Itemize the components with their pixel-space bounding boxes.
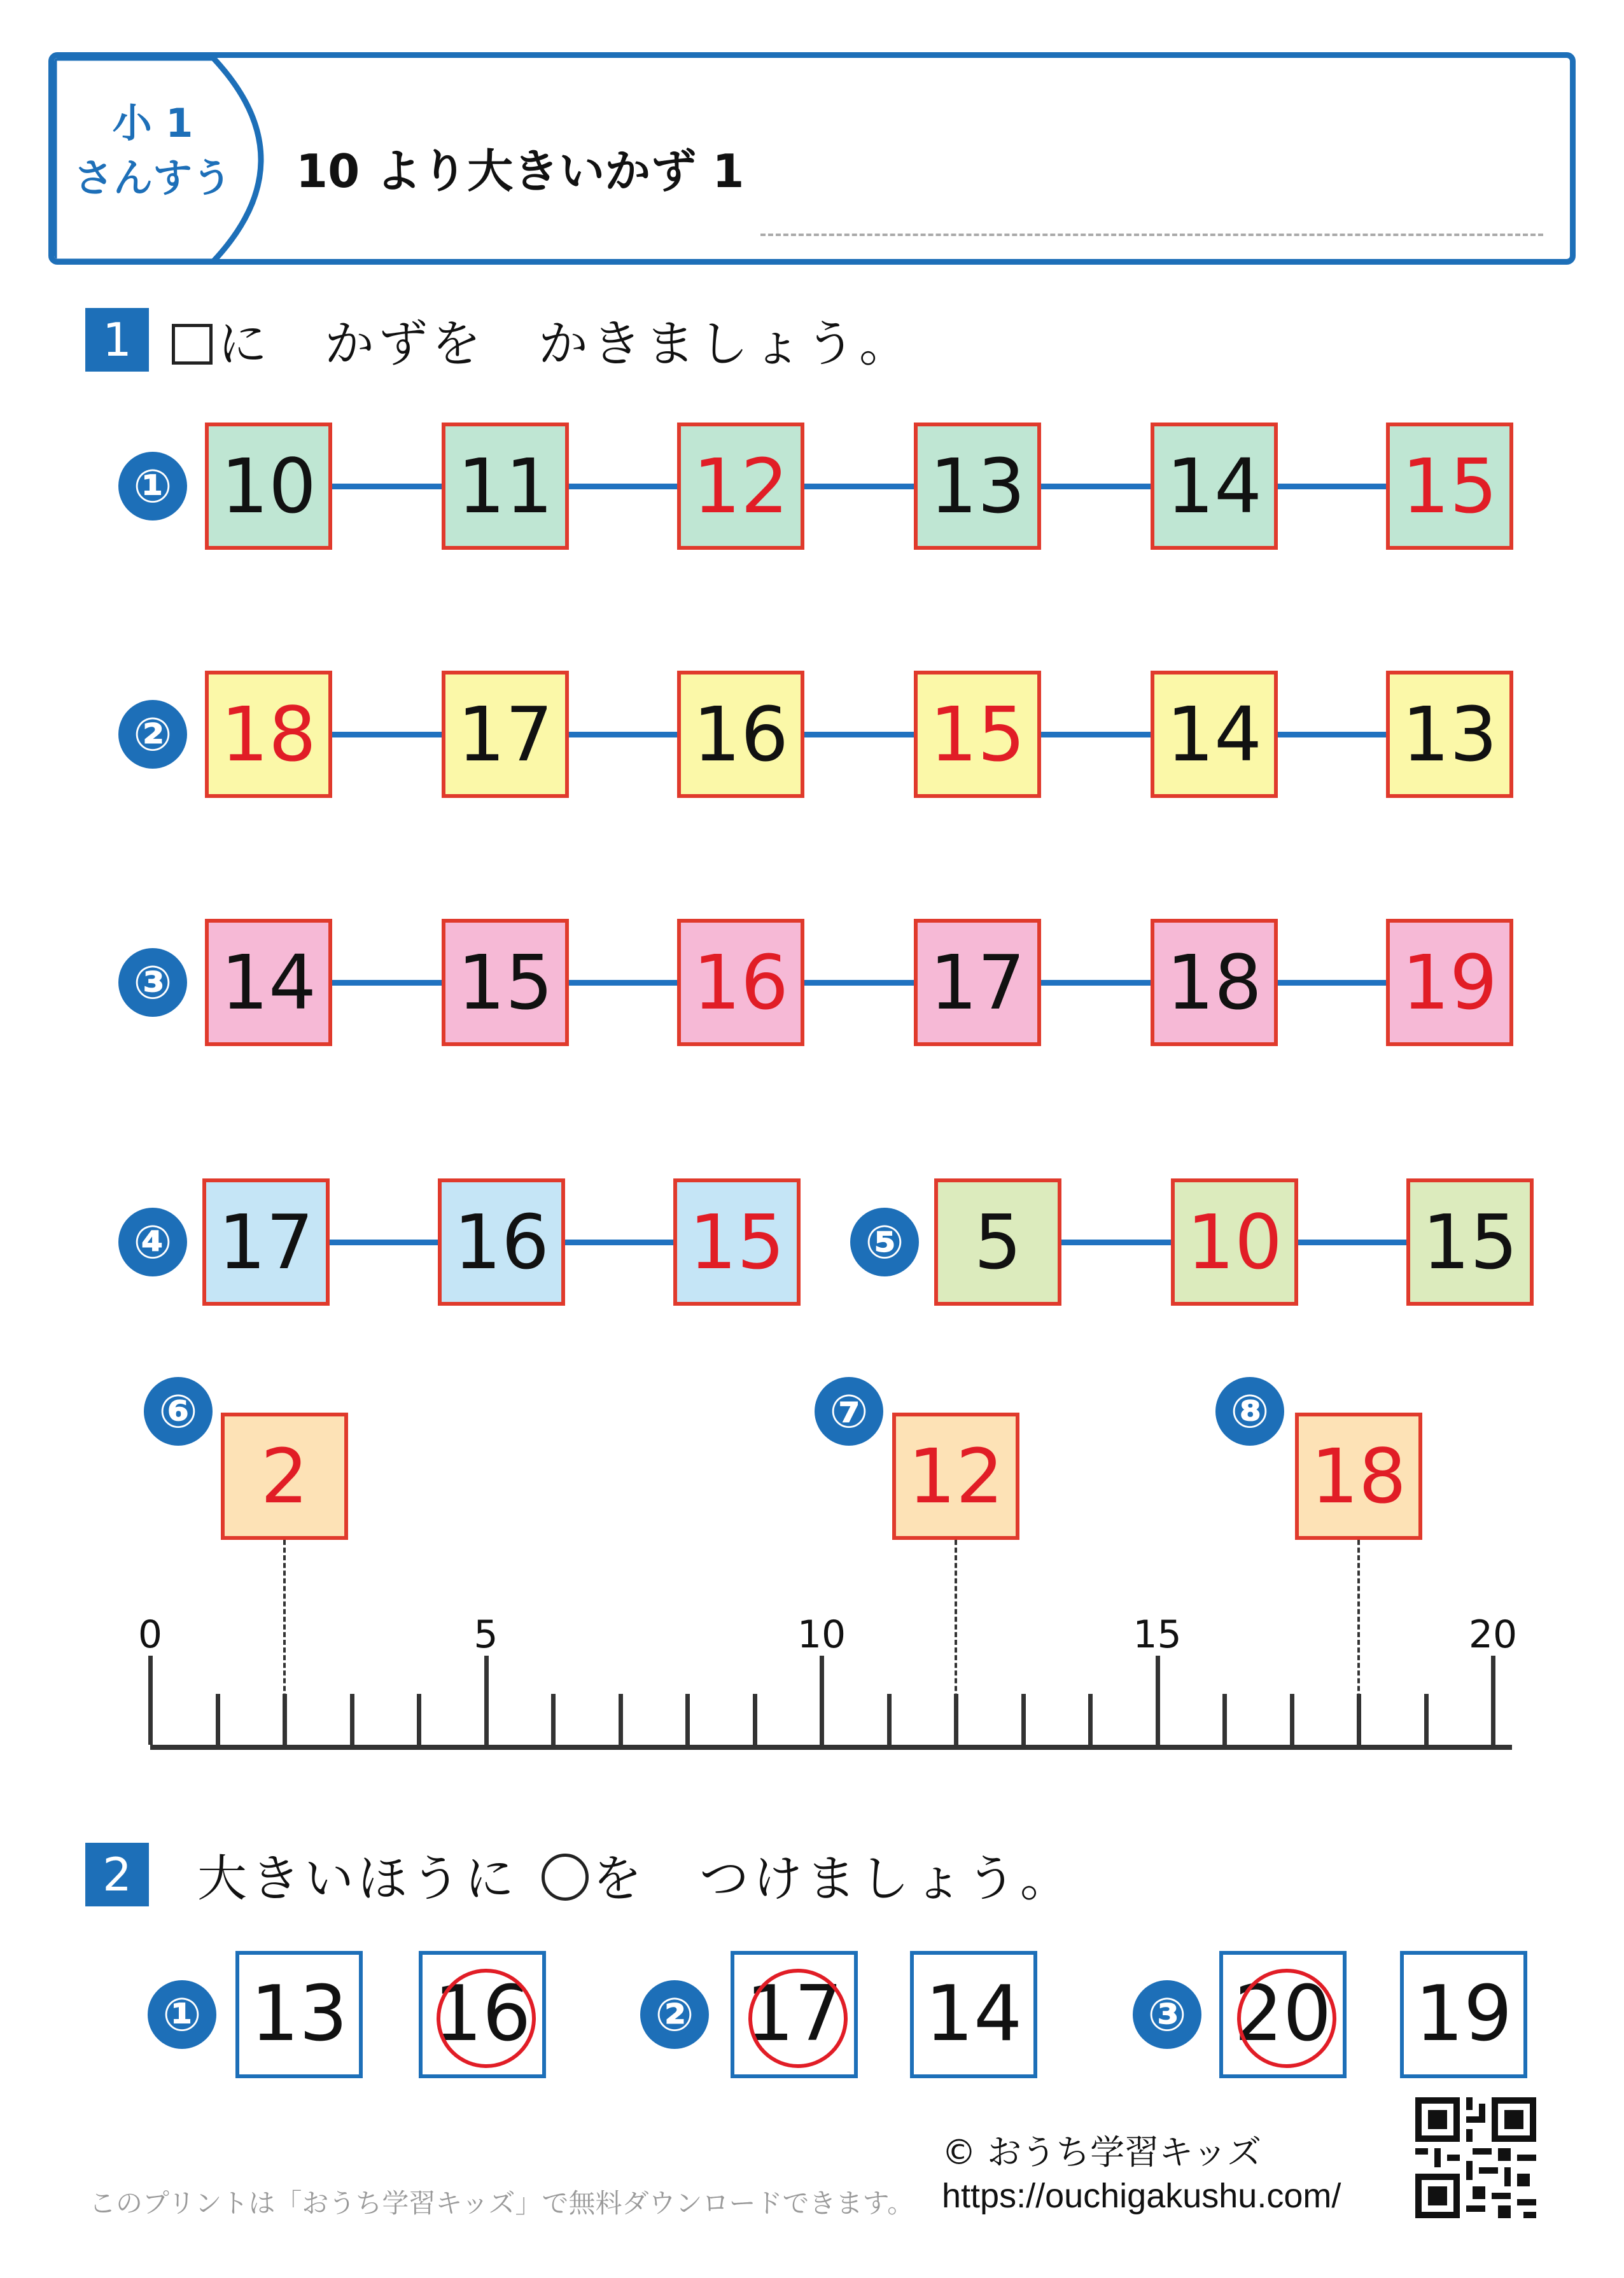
answer-box[interactable]: 15 — [1386, 423, 1513, 550]
number-box: 13 — [1386, 671, 1513, 798]
answer-box[interactable]: 12 — [677, 423, 804, 550]
marker-guide-line — [955, 1540, 957, 1745]
tick-label: 5 — [473, 1612, 498, 1657]
row5-number-badge: ⑤ — [850, 1208, 919, 1276]
number-line-tick — [619, 1694, 623, 1745]
number-line-tick — [216, 1694, 220, 1745]
compare-number: 17 — [745, 1970, 843, 2058]
row-connector-line — [1278, 980, 1386, 986]
name-write-line — [760, 234, 1543, 236]
number-line-answer-box[interactable]: 18 — [1295, 1413, 1422, 1540]
number-line-tick — [820, 1656, 824, 1745]
pair-3-number-badge: ③ — [1133, 1980, 1201, 2049]
grade-line1: 小 1 — [112, 100, 193, 146]
number-line-tick — [685, 1694, 690, 1745]
number-box: 11 — [442, 423, 569, 550]
download-notice: このプリントは「おうち学習キッズ」で無料ダウンロードできます。 — [89, 2188, 914, 2219]
row-connector-line — [804, 980, 914, 986]
section-1-badge: 1 — [85, 308, 149, 372]
row-connector-line — [332, 732, 442, 737]
number-box: 14 — [205, 919, 332, 1046]
number-line-axis — [150, 1745, 1512, 1750]
number-box: 16 — [438, 1178, 565, 1306]
number-line-tick — [1222, 1694, 1227, 1745]
number-line-tick — [1424, 1694, 1429, 1745]
marker-guide-line — [283, 1540, 286, 1745]
number-box: 15 — [1406, 1178, 1534, 1306]
number-box: 16 — [677, 671, 804, 798]
answer-circle — [437, 1969, 536, 2068]
square-symbol — [172, 324, 213, 365]
answer-circle — [745, 1969, 848, 2068]
compare-number: 16 — [433, 1970, 531, 2058]
row-connector-line — [1061, 1240, 1171, 1245]
number-line-marker-badge: ⑧ — [1215, 1377, 1284, 1446]
section-2-instruction — [197, 1839, 1074, 1910]
section-2-instruction-b: を つけましょう。 — [592, 1850, 1074, 1908]
number-line-answer-box[interactable]: 12 — [892, 1413, 1019, 1540]
pair-1-number-badge: ① — [148, 1980, 216, 2049]
number-box: 14 — [1151, 423, 1278, 550]
site-url-link[interactable]: https://ouchigakushu.com/ — [942, 2177, 1341, 2215]
grade-label — [54, 96, 251, 206]
number-line-tick — [1088, 1694, 1093, 1745]
row-1-number-badge: ① — [118, 452, 187, 521]
number-line-marker-badge: ⑦ — [815, 1377, 883, 1446]
compare-box-right[interactable] — [1400, 1951, 1527, 2078]
number-line-tick — [753, 1694, 757, 1745]
number-line-tick — [1021, 1694, 1026, 1745]
tick-label: 15 — [1133, 1612, 1182, 1657]
compare-box-left[interactable] — [235, 1951, 363, 2078]
row-connector-line — [569, 732, 677, 737]
row-connector-line — [804, 484, 914, 489]
number-line-marker-badge: ⑥ — [144, 1377, 213, 1446]
compare-box-right[interactable] — [419, 1951, 546, 2078]
number-box: 17 — [202, 1178, 330, 1306]
row-connector-line — [1298, 1240, 1406, 1245]
row-connector-line — [804, 732, 914, 737]
number-box: 15 — [442, 919, 569, 1046]
number-line-tick — [417, 1694, 421, 1745]
answer-box[interactable]: 15 — [914, 671, 1041, 798]
circle-symbol — [542, 1854, 589, 1901]
number-box: 13 — [914, 423, 1041, 550]
number-box: 14 — [1151, 671, 1278, 798]
number-line-tick — [350, 1694, 354, 1745]
number-box: 10 — [205, 423, 332, 550]
worksheet-header — [48, 52, 1576, 265]
compare-box-left[interactable] — [1219, 1951, 1347, 2078]
section-2-instruction-a: 大きいほうに — [197, 1850, 519, 1908]
row-connector-line — [569, 484, 677, 489]
compare-box-left[interactable] — [731, 1951, 858, 2078]
row-3-number-badge: ③ — [118, 948, 187, 1017]
number-line-tick — [148, 1656, 153, 1745]
answer-box[interactable]: 15 — [673, 1178, 801, 1306]
tick-label: 20 — [1468, 1612, 1518, 1657]
number-box: 5 — [934, 1178, 1061, 1306]
number-box: 17 — [442, 671, 569, 798]
row-connector-line — [1278, 732, 1386, 737]
compare-number: 14 — [925, 1970, 1023, 2058]
number-line-answer-box[interactable]: 2 — [221, 1413, 348, 1540]
row-connector-line — [1278, 484, 1386, 489]
row-connector-line — [1041, 980, 1151, 986]
qr-code-icon — [1415, 2097, 1536, 2218]
compare-box-right[interactable] — [910, 1951, 1037, 2078]
number-line-tick — [1491, 1656, 1495, 1745]
pair-2-number-badge: ② — [640, 1980, 709, 2049]
number-box: 17 — [914, 919, 1041, 1046]
answer-box[interactable]: 16 — [677, 919, 804, 1046]
row-connector-line — [565, 1240, 673, 1245]
row-connector-line — [1041, 484, 1151, 489]
grade-line2: さんすう — [73, 155, 232, 201]
section-1-instruction-text: に かずを かきましょう。 — [218, 316, 913, 373]
row-2-number-badge: ② — [118, 700, 187, 769]
row-connector-line — [569, 980, 677, 986]
section-2-badge: 2 — [85, 1843, 149, 1906]
row-connector-line — [1041, 732, 1151, 737]
number-line-tick — [1156, 1656, 1160, 1745]
row-connector-line — [332, 484, 442, 489]
answer-box[interactable]: 19 — [1386, 919, 1513, 1046]
compare-number: 20 — [1234, 1970, 1332, 2058]
number-line-tick — [484, 1656, 489, 1745]
answer-box[interactable]: 10 — [1171, 1178, 1298, 1306]
number-line-tick — [1290, 1694, 1294, 1745]
compare-number: 13 — [250, 1970, 348, 2058]
section-1-instruction — [172, 304, 913, 375]
tick-label: 0 — [137, 1612, 163, 1657]
number-line-tick — [887, 1694, 892, 1745]
compare-number: 19 — [1415, 1970, 1513, 2058]
row4-number-badge: ④ — [118, 1208, 187, 1276]
row-connector-line — [330, 1240, 438, 1245]
answer-box[interactable]: 18 — [205, 671, 332, 798]
tick-label: 10 — [797, 1612, 846, 1657]
marker-guide-line — [1357, 1540, 1360, 1745]
number-box: 18 — [1151, 919, 1278, 1046]
page-title: 10 より大きいかず 1 — [296, 144, 745, 198]
row-connector-line — [332, 980, 442, 986]
copyright-text: © おうち学習キッズ — [942, 2132, 1262, 2172]
number-line-tick — [551, 1694, 556, 1745]
answer-circle — [1234, 1969, 1336, 2068]
